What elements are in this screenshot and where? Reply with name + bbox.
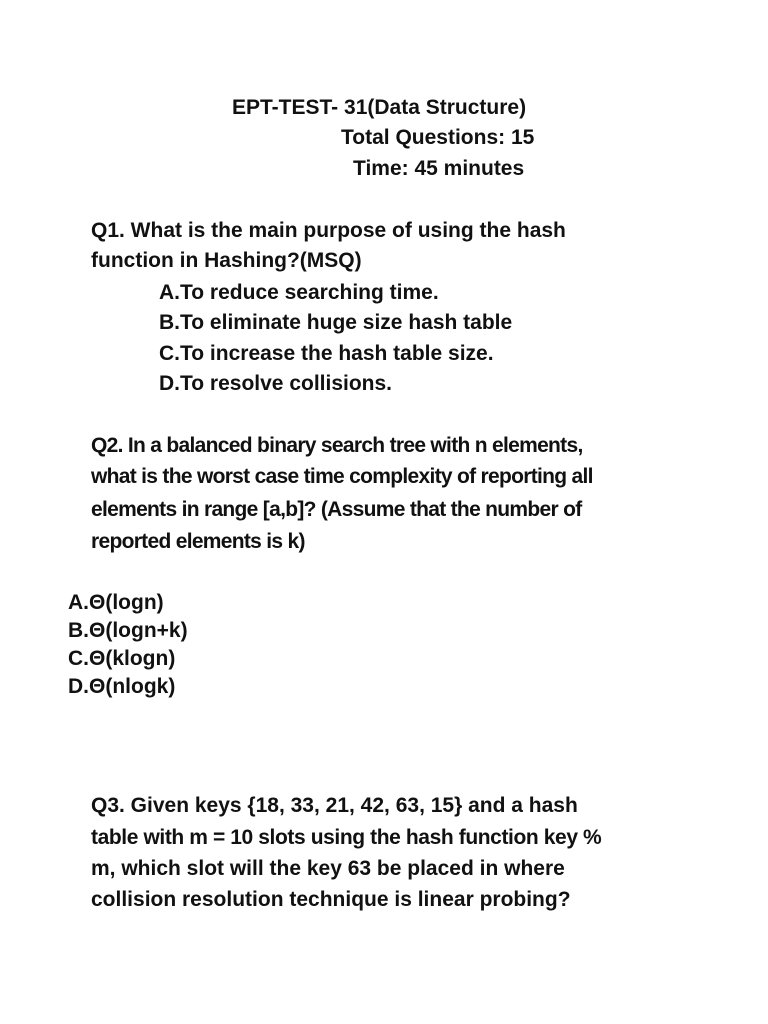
test-title: EPT-TEST- 31(Data Structure) [232, 96, 527, 119]
question-1-text-line-1: Q1. What is the main purpose of using the hash [91, 219, 566, 242]
question-3-text-line-1: Q3. Given keys {18, 33, 21, 42, 63, 15} and a hash [91, 794, 578, 817]
question-2-option-a: A.Θ(logn) [68, 591, 164, 614]
question-1-option-c: C.To increase the hash table size. [159, 342, 494, 365]
total-questions: Total Questions: 15 [341, 126, 535, 149]
time-limit: Time: 45 minutes [353, 157, 525, 180]
question-1-option-d: D.To resolve collisions. [159, 372, 393, 395]
question-3-text-line-3: m, which slot will the key 63 be placed in where [91, 857, 565, 880]
question-2-text-line-3: elements in range [a,b]? (Assume that the number of [91, 498, 582, 521]
question-1-option-a: A.To reduce searching time. [159, 281, 439, 304]
question-3-text-line-2: table with m = 10 slots using the hash function key % [91, 826, 602, 849]
question-2-text-line-1: Q2. In a balanced binary search tree with n elements, [91, 434, 583, 457]
question-2-option-d: D.Θ(nlogk) [68, 675, 176, 698]
question-1-text-line-2: function in Hashing?(MSQ) [91, 249, 362, 272]
question-2-option-b: B.Θ(logn+k) [68, 619, 188, 642]
question-2-option-c: C.Θ(klogn) [68, 647, 176, 670]
question-2-text-line-2: what is the worst case time complexity of reporting all [91, 465, 593, 488]
question-2-text-line-4: reported elements is k) [91, 530, 305, 553]
question-1-option-b: B.To eliminate huge size hash table [159, 311, 513, 334]
question-3-text-line-4: collision resolution technique is linear probing? [91, 888, 571, 911]
